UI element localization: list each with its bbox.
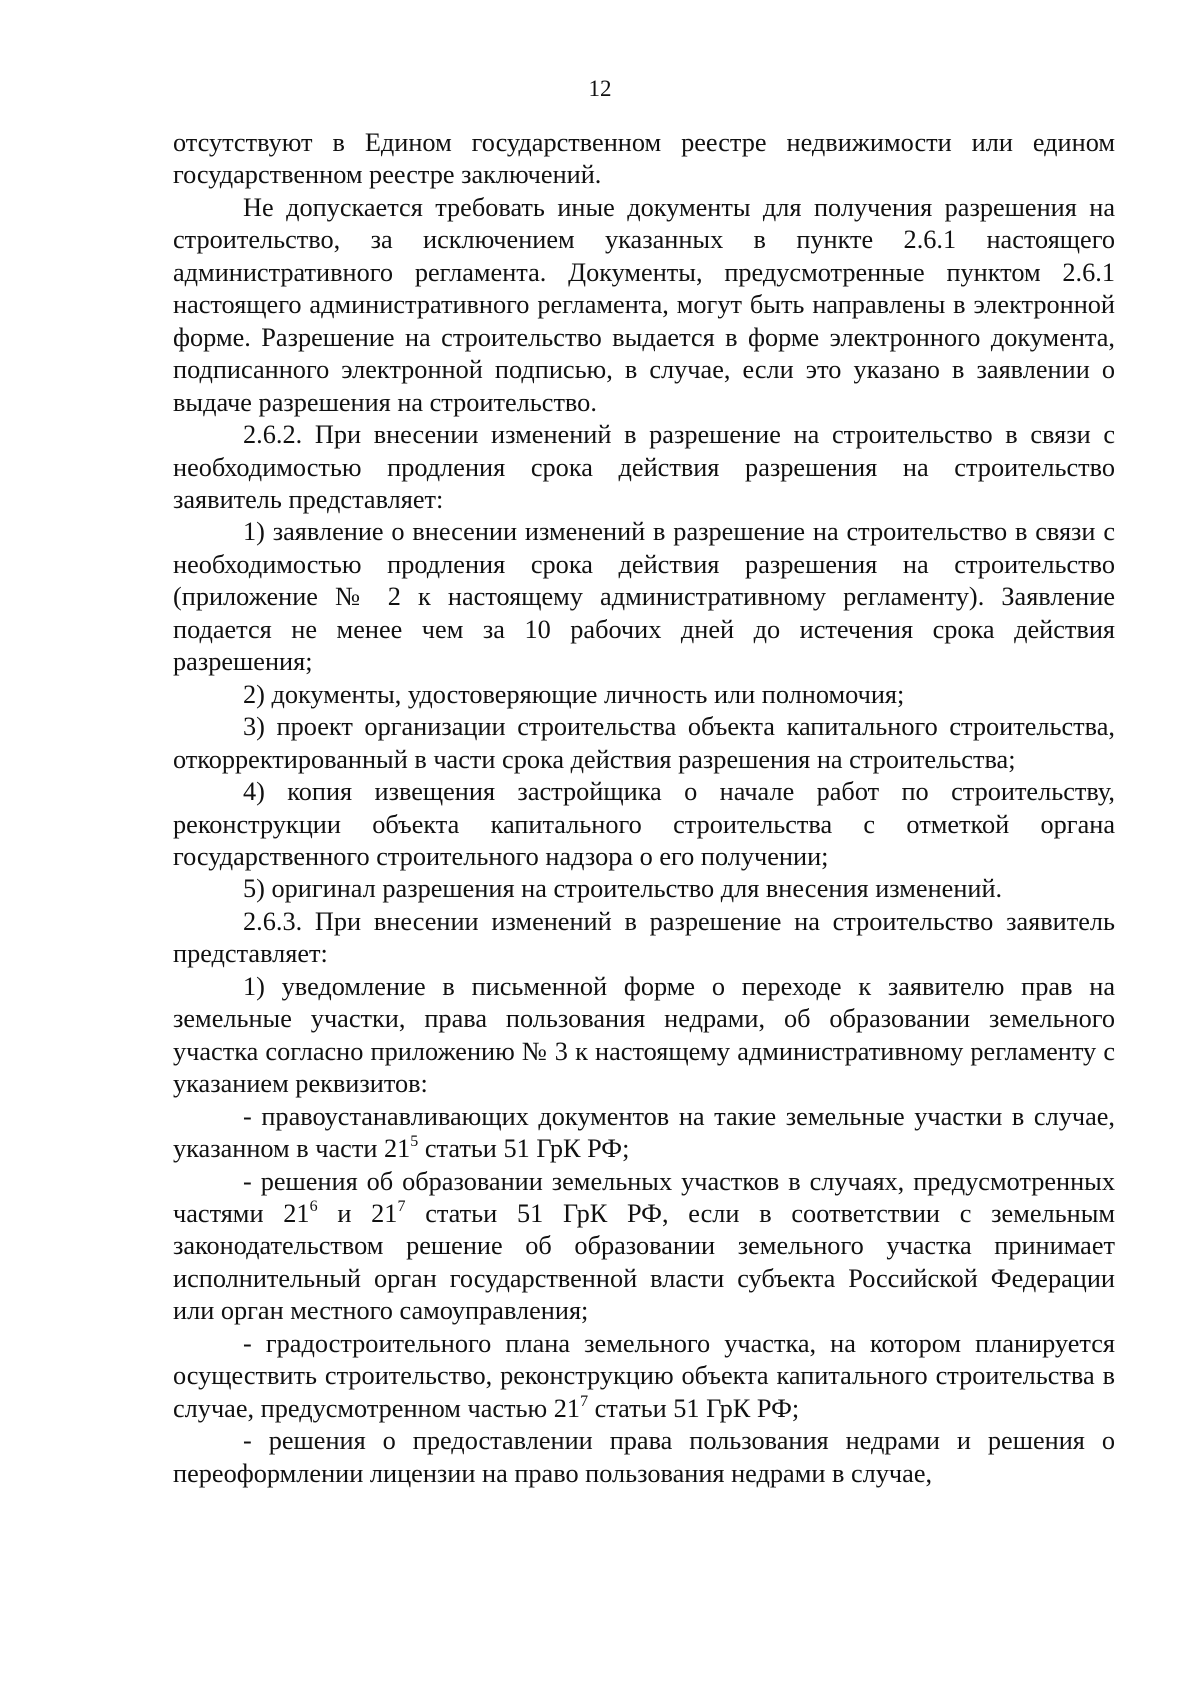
paragraph: Не допускается требовать иные документы для получения разрешения на строительство, за исключением указанных в пункте 2.6.1 настоящего административного регламента. Документы, предусмотренные пунктом 2.6.1 настоящего административного регламента, могут быть направлены в электронной форме. Разрешение на строительство выдается в форме электронного документа, подписанного электронной подписью, в случае, если это указано в заявлении о выдаче разрешения на строительство. bbox=[173, 192, 1115, 417]
sub-list-item: - решения о предоставлении права пользования недрами и решения о переоформлении лицензии на право пользования недрами в случае, bbox=[173, 1426, 1115, 1488]
sub-list-item-text: - правоустанавливающих документов на такие земельные участки в случае, указанном в части 21 bbox=[173, 1101, 1115, 1164]
superscript: 7 bbox=[580, 1392, 589, 1410]
superscript: 6 bbox=[309, 1197, 318, 1215]
sub-list-item bbox=[173, 1166, 1115, 1328]
sub-list-item bbox=[173, 1101, 1115, 1166]
list-item: 5) оригинал разрешения на строительство для внесения изменений. bbox=[243, 874, 1003, 904]
sub-list-item bbox=[173, 1328, 1115, 1425]
paragraph: 2.6.3. При внесении изменений в разрешение на строительство заявитель представляет: bbox=[173, 906, 1115, 969]
sub-list-item-text: и 21 bbox=[317, 1198, 398, 1228]
superscript: 5 bbox=[410, 1133, 419, 1151]
sub-list-item-text: статьи 51 ГрК РФ; bbox=[588, 1393, 800, 1423]
sub-list-item-text: статьи 51 ГрК РФ, если в соответствии с земельным законодательством решение об образовании земельного участка принимает исполнительный орган государственной власти субъекта Российской Федерации или орган местного самоуправления; bbox=[173, 1198, 1115, 1326]
sub-list-item-text: - решения об образовании земельных участков в случаях, предусмотренных частями 21 bbox=[173, 1166, 1115, 1228]
page-number: 12 bbox=[588, 76, 612, 101]
list-item: 1) заявление о внесении изменений в разрешение на строительство в связи с необходимостью продления срока действия разрешения на строительство (приложение № 2 к настоящему административному регламенту). Заявление подается не менее чем за 10 рабочих дней до истечения срока действия разрешения; bbox=[173, 517, 1115, 677]
superscript: 7 bbox=[397, 1197, 406, 1215]
list-item: 1) уведомление в письменной форме о переходе к заявителю прав на земельные участки, права пользования недрами, об образовании земельного участка согласно приложению № 3 к настоящему административному регламенту с указанием реквизитов: bbox=[173, 971, 1115, 1099]
list-item: 3) проект организации строительства объекта капитального строительства, откорректированный в части срока действия разрешения на строительства; bbox=[173, 712, 1115, 774]
list-item: 4) копия извещения застройщика о начале работ по строительству, реконструкции объекта капитального строительства с отметкой органа государственного строительного надзора о его получении; bbox=[173, 777, 1115, 871]
list-item: 2) документы, удостоверяющие личность или полномочия; bbox=[243, 679, 905, 709]
paragraph: 2.6.2. При внесении изменений в разрешение на строительство в связи с необходимостью продления срока действия разрешения на строительство заявитель представляет: bbox=[173, 420, 1115, 514]
sub-list-item-text: - градостроительного плана земельного участка, на котором планируется осуществить строительство, реконструкцию объекта капитального строительства в случае, предусмотренном частью 21 bbox=[173, 1328, 1115, 1423]
sub-list-item-text: статьи 51 ГрК РФ; bbox=[418, 1134, 630, 1164]
body-text bbox=[173, 127, 1115, 1490]
paragraph: отсутствуют в Едином государственном реестре недвижимости или едином государственном реестре заключений. bbox=[173, 128, 1115, 190]
